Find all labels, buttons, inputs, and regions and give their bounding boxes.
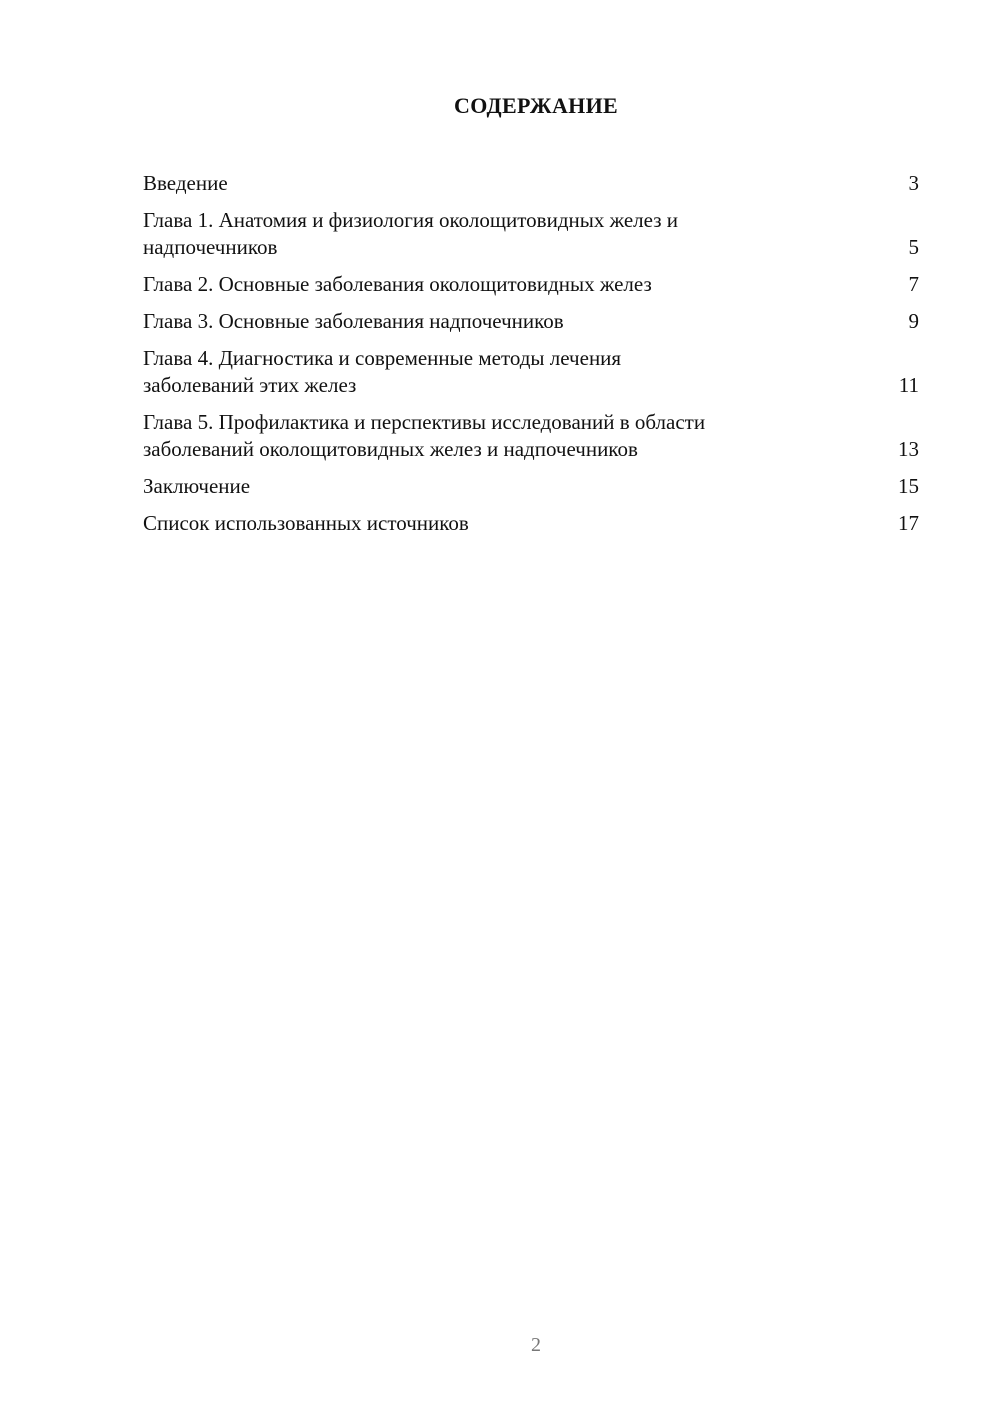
- toc-page-number: 9: [908, 309, 919, 333]
- toc-entry-chapter-3: [143, 308, 919, 335]
- toc-entry-text: [143, 308, 889, 335]
- toc-title: СОДЕРЖАНИЕ: [454, 93, 618, 118]
- toc-entry-line: Глава 2. Основные заболевания околощитовидных желез: [143, 272, 652, 296]
- toc-entry-text: [143, 473, 889, 500]
- toc-page-number: 5: [908, 235, 919, 259]
- toc-entry-text: [143, 409, 889, 463]
- toc-entry-line: заболеваний околощитовидных желез и надпочечников: [143, 437, 638, 461]
- toc-entry-line: Введение: [143, 171, 228, 195]
- toc-page-number: 11: [898, 373, 919, 397]
- toc-entry-line: Список использованных источников: [143, 511, 469, 535]
- toc-entry-line: заболеваний этих желез: [143, 373, 357, 397]
- toc-entry-line: Глава 1. Анатомия и физиология околощитовидных желез и: [143, 208, 678, 232]
- toc-entry-line: Глава 3. Основные заболевания надпочечников: [143, 309, 564, 333]
- toc-entry-text: [143, 207, 889, 261]
- toc-page-number: 17: [898, 511, 919, 535]
- toc-entry-line: Заключение: [143, 474, 251, 498]
- toc-page-number: 13: [898, 437, 919, 461]
- toc-entry-chapter-5: [143, 409, 919, 463]
- toc-list: [143, 170, 919, 547]
- toc-entry-line: надпочечников: [143, 235, 278, 259]
- toc-entry-text: [143, 510, 889, 537]
- toc-page-number: 3: [908, 171, 919, 195]
- toc-entry-line: Глава 4. Диагностика и современные методы лечения: [143, 346, 622, 370]
- toc-entry-conclusion: [143, 473, 919, 500]
- toc-entry-chapter-1: [143, 207, 919, 261]
- toc-entry-text: [143, 345, 889, 399]
- toc-page-number: 15: [898, 474, 919, 498]
- page-number: 2: [531, 1334, 541, 1356]
- toc-entry-chapter-4: [143, 345, 919, 399]
- toc-entry-text: [143, 170, 889, 197]
- toc-entry-introduction: [143, 170, 919, 197]
- toc-entry-chapter-2: [143, 271, 919, 298]
- toc-entry-line: Глава 5. Профилактика и перспективы исследований в области: [143, 410, 706, 434]
- toc-page-number: 7: [908, 272, 919, 296]
- toc-entry-text: [143, 271, 889, 298]
- toc-entry-references: [143, 510, 919, 537]
